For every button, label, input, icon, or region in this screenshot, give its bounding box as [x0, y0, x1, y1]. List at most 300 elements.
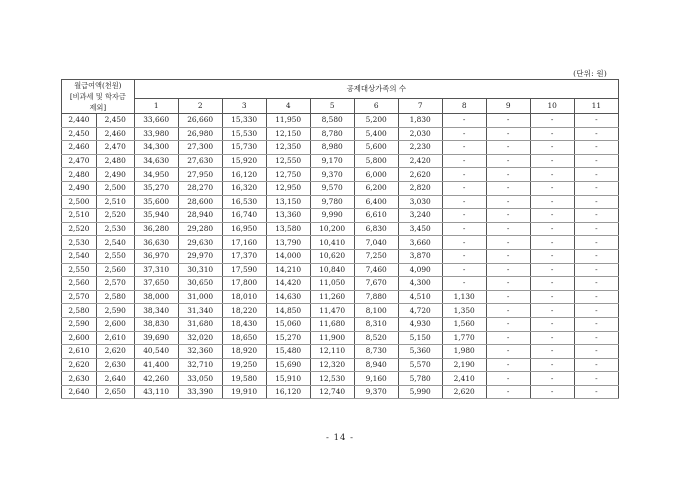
table-row	[62, 385, 619, 399]
tax-amount-cell: 11,900	[310, 331, 354, 345]
tax-amount-cell: -	[530, 222, 574, 236]
tax-amount-cell: 9,370	[354, 385, 398, 399]
tax-amount-cell: 33,980	[134, 127, 178, 141]
tax-amount-cell: 8,580	[310, 114, 354, 128]
table-row	[62, 263, 619, 277]
tax-amount-cell: 12,950	[266, 181, 310, 195]
tax-amount-cell: 2,410	[442, 372, 486, 386]
tax-amount-cell: 9,370	[310, 168, 354, 182]
tax-amount-cell: 12,550	[266, 154, 310, 168]
tax-amount-cell: 27,300	[178, 141, 222, 155]
tax-amount-cell: 1,980	[442, 345, 486, 359]
tax-amount-cell: 6,000	[354, 168, 398, 182]
tax-amount-cell: 5,150	[398, 331, 442, 345]
tax-amount-cell: -	[530, 358, 574, 372]
tax-amount-cell: -	[442, 114, 486, 128]
table-row	[62, 317, 619, 331]
tax-amount-cell: 2,420	[398, 154, 442, 168]
tax-amount-cell: -	[574, 358, 618, 372]
tax-amount-cell: -	[486, 304, 530, 318]
tax-amount-cell: -	[442, 249, 486, 263]
tax-amount-cell: 10,840	[310, 263, 354, 277]
tax-amount-cell: 34,630	[134, 154, 178, 168]
tax-amount-cell: 7,250	[354, 249, 398, 263]
tax-amount-cell: -	[530, 331, 574, 345]
tax-amount-cell: 13,150	[266, 195, 310, 209]
dependent-count-header: 2	[178, 98, 222, 113]
tax-amount-cell: -	[486, 114, 530, 128]
tax-amount-cell: 4,720	[398, 304, 442, 318]
tax-amount-cell: 16,120	[266, 385, 310, 399]
salary-to-cell: 2,580	[96, 290, 134, 304]
tax-amount-cell: -	[574, 277, 618, 291]
tax-amount-cell: 10,620	[310, 249, 354, 263]
tax-amount-cell: 3,870	[398, 249, 442, 263]
salary-from-cell: 2,600	[62, 331, 97, 345]
tax-amount-cell: -	[574, 154, 618, 168]
tax-amount-cell: -	[486, 141, 530, 155]
tax-amount-cell: -	[530, 385, 574, 399]
tax-amount-cell: 33,660	[134, 114, 178, 128]
dependent-count-header: 11	[574, 98, 618, 113]
page-number: - 14 -	[326, 433, 354, 443]
table-row	[62, 222, 619, 236]
tax-amount-cell: 18,920	[222, 345, 266, 359]
unit-note: (단위: 원)	[573, 69, 607, 78]
table-row	[62, 290, 619, 304]
tax-amount-cell: 34,300	[134, 141, 178, 155]
tax-amount-cell: -	[486, 345, 530, 359]
tax-amount-cell: 26,660	[178, 114, 222, 128]
tax-amount-cell: -	[530, 263, 574, 277]
tax-amount-cell: 35,600	[134, 195, 178, 209]
tax-amount-cell: 4,090	[398, 263, 442, 277]
tax-amount-cell: 1,130	[442, 290, 486, 304]
tax-amount-cell: 17,800	[222, 277, 266, 291]
tax-amount-cell: -	[530, 181, 574, 195]
salary-to-cell: 2,610	[96, 331, 134, 345]
tax-amount-cell: 36,280	[134, 222, 178, 236]
tax-amount-cell: -	[442, 277, 486, 291]
tax-amount-cell: -	[574, 168, 618, 182]
tax-amount-cell: 1,770	[442, 331, 486, 345]
tax-amount-cell: 14,850	[266, 304, 310, 318]
tax-amount-cell: 15,330	[222, 114, 266, 128]
tax-amount-cell: -	[574, 195, 618, 209]
tax-amount-cell: 19,910	[222, 385, 266, 399]
tax-amount-cell: 9,170	[310, 154, 354, 168]
tax-amount-cell: 15,730	[222, 141, 266, 155]
salary-from-cell: 2,520	[62, 222, 97, 236]
tax-amount-cell: -	[442, 263, 486, 277]
tax-amount-cell: 42,260	[134, 372, 178, 386]
tax-amount-cell: 2,230	[398, 141, 442, 155]
tax-amount-cell: 15,270	[266, 331, 310, 345]
tax-amount-cell: 11,950	[266, 114, 310, 128]
salary-to-cell: 2,650	[96, 385, 134, 399]
tax-amount-cell: 19,580	[222, 372, 266, 386]
tax-amount-cell: 3,660	[398, 236, 442, 250]
tax-amount-cell: -	[486, 236, 530, 250]
tax-amount-cell: 32,020	[178, 331, 222, 345]
table-row	[62, 114, 619, 128]
tax-amount-cell: -	[530, 304, 574, 318]
tax-amount-cell: -	[574, 372, 618, 386]
tax-amount-cell: 6,400	[354, 195, 398, 209]
tax-amount-cell: 38,830	[134, 317, 178, 331]
salary-to-cell: 2,570	[96, 277, 134, 291]
salary-from-cell: 2,620	[62, 358, 97, 372]
salary-to-cell: 2,600	[96, 317, 134, 331]
tax-amount-cell: 11,050	[310, 277, 354, 291]
tax-amount-cell: 2,820	[398, 181, 442, 195]
salary-header	[62, 80, 135, 114]
tax-amount-cell: -	[486, 249, 530, 263]
salary-to-cell: 2,500	[96, 181, 134, 195]
tax-amount-cell: -	[442, 195, 486, 209]
table-row	[62, 181, 619, 195]
table-row	[62, 249, 619, 263]
tax-amount-cell: -	[530, 168, 574, 182]
tax-amount-cell: 5,400	[354, 127, 398, 141]
tax-amount-cell: -	[442, 181, 486, 195]
tax-amount-cell: -	[486, 209, 530, 223]
tax-amount-cell: 16,950	[222, 222, 266, 236]
tax-amount-cell: 8,730	[354, 345, 398, 359]
withholding-tax-table	[61, 79, 619, 399]
tax-amount-cell: 12,750	[266, 168, 310, 182]
tax-amount-cell: -	[574, 345, 618, 359]
dependent-count-header: 9	[486, 98, 530, 113]
tax-amount-cell: -	[486, 181, 530, 195]
dependent-count-header: 5	[310, 98, 354, 113]
salary-to-cell: 2,470	[96, 141, 134, 155]
tax-amount-cell: 29,280	[178, 222, 222, 236]
tax-amount-cell: 12,350	[266, 141, 310, 155]
tax-amount-cell: 15,530	[222, 127, 266, 141]
salary-header-line3: 제외]	[89, 103, 107, 112]
tax-amount-cell: -	[530, 154, 574, 168]
tax-amount-cell: 31,680	[178, 317, 222, 331]
tax-amount-cell: 12,150	[266, 127, 310, 141]
tax-amount-cell: 2,620	[398, 168, 442, 182]
tax-amount-cell: 13,580	[266, 222, 310, 236]
tax-amount-cell: 14,210	[266, 263, 310, 277]
tax-amount-cell: 8,100	[354, 304, 398, 318]
tax-amount-cell: 33,050	[178, 372, 222, 386]
tax-amount-cell: 7,040	[354, 236, 398, 250]
table-row	[62, 331, 619, 345]
dependent-count-header: 6	[354, 98, 398, 113]
tax-amount-cell: 14,630	[266, 290, 310, 304]
tax-amount-cell: 35,270	[134, 181, 178, 195]
salary-from-cell: 2,580	[62, 304, 97, 318]
tax-amount-cell: 19,250	[222, 358, 266, 372]
tax-amount-cell: -	[530, 317, 574, 331]
tax-amount-cell: 7,880	[354, 290, 398, 304]
salary-from-cell: 2,560	[62, 277, 97, 291]
tax-amount-cell: 15,480	[266, 345, 310, 359]
dependent-count-header: 3	[222, 98, 266, 113]
tax-amount-cell: 15,920	[222, 154, 266, 168]
salary-to-cell: 2,630	[96, 358, 134, 372]
tax-amount-cell: 35,940	[134, 209, 178, 223]
tax-amount-cell: -	[574, 141, 618, 155]
tax-amount-cell: 4,300	[398, 277, 442, 291]
tax-amount-cell: 7,460	[354, 263, 398, 277]
tax-amount-cell: -	[574, 263, 618, 277]
dependents-header: 공제대상가족의 수	[134, 80, 618, 99]
tax-amount-cell: 12,740	[310, 385, 354, 399]
tax-amount-cell: 12,320	[310, 358, 354, 372]
tax-amount-cell: 3,030	[398, 195, 442, 209]
tax-amount-cell: -	[486, 263, 530, 277]
tax-amount-cell: 29,630	[178, 236, 222, 250]
tax-amount-cell: -	[442, 222, 486, 236]
tax-amount-cell: 5,600	[354, 141, 398, 155]
salary-to-cell: 2,510	[96, 195, 134, 209]
tax-amount-cell: -	[486, 154, 530, 168]
tax-amount-cell: -	[486, 358, 530, 372]
tax-amount-cell: 14,000	[266, 249, 310, 263]
tax-amount-cell: 1,830	[398, 114, 442, 128]
table-row	[62, 236, 619, 250]
tax-amount-cell: -	[442, 141, 486, 155]
tax-amount-cell: 9,780	[310, 195, 354, 209]
tax-amount-cell: -	[442, 127, 486, 141]
tax-amount-cell: -	[574, 222, 618, 236]
tax-amount-cell: 16,320	[222, 181, 266, 195]
tax-amount-cell: -	[530, 141, 574, 155]
salary-from-cell: 2,450	[62, 127, 97, 141]
tax-amount-cell: 18,430	[222, 317, 266, 331]
salary-to-cell: 2,620	[96, 345, 134, 359]
tax-amount-cell: 36,970	[134, 249, 178, 263]
tax-amount-cell: 9,990	[310, 209, 354, 223]
tax-amount-cell: 16,740	[222, 209, 266, 223]
tax-amount-cell: 7,670	[354, 277, 398, 291]
tax-amount-cell: -	[530, 236, 574, 250]
salary-to-cell: 2,540	[96, 236, 134, 250]
tax-amount-cell: 28,940	[178, 209, 222, 223]
tax-amount-cell: 5,800	[354, 154, 398, 168]
salary-to-cell: 2,550	[96, 249, 134, 263]
table-row	[62, 209, 619, 223]
tax-amount-cell: 12,530	[310, 372, 354, 386]
salary-from-cell: 2,500	[62, 195, 97, 209]
dependent-count-header: 4	[266, 98, 310, 113]
dependent-count-header: 10	[530, 98, 574, 113]
tax-amount-cell: -	[574, 249, 618, 263]
tax-amount-cell: 16,120	[222, 168, 266, 182]
tax-amount-cell: 32,710	[178, 358, 222, 372]
tax-amount-cell: 5,360	[398, 345, 442, 359]
salary-from-cell: 2,640	[62, 385, 97, 399]
tax-amount-cell: 43,110	[134, 385, 178, 399]
tax-amount-cell: 37,310	[134, 263, 178, 277]
tax-amount-cell: -	[574, 331, 618, 345]
tax-amount-cell: 4,930	[398, 317, 442, 331]
tax-amount-cell: 33,390	[178, 385, 222, 399]
tax-amount-cell: 8,940	[354, 358, 398, 372]
tax-amount-cell: 6,830	[354, 222, 398, 236]
tax-amount-cell: 14,420	[266, 277, 310, 291]
table-row	[62, 127, 619, 141]
tax-amount-cell: 1,350	[442, 304, 486, 318]
tax-amount-cell: 13,360	[266, 209, 310, 223]
tax-amount-cell: 15,910	[266, 372, 310, 386]
tax-amount-cell: 27,630	[178, 154, 222, 168]
tax-amount-cell: 34,950	[134, 168, 178, 182]
tax-amount-cell: 27,950	[178, 168, 222, 182]
tax-amount-cell: 36,630	[134, 236, 178, 250]
tax-amount-cell: -	[530, 195, 574, 209]
tax-amount-cell: -	[442, 154, 486, 168]
salary-from-cell: 2,540	[62, 249, 97, 263]
tax-amount-cell: -	[486, 127, 530, 141]
tax-amount-cell: 28,600	[178, 195, 222, 209]
tax-amount-cell: 8,520	[354, 331, 398, 345]
tax-amount-cell: 8,980	[310, 141, 354, 155]
tax-amount-cell: 32,360	[178, 345, 222, 359]
salary-header-line1: 월급여액(천원)	[74, 81, 122, 90]
salary-from-cell: 2,460	[62, 141, 97, 155]
tax-amount-cell: -	[442, 168, 486, 182]
tax-amount-cell: 17,370	[222, 249, 266, 263]
tax-amount-cell: 40,540	[134, 345, 178, 359]
tax-amount-cell: 31,340	[178, 304, 222, 318]
tax-amount-cell: 30,310	[178, 263, 222, 277]
tax-amount-cell: 5,200	[354, 114, 398, 128]
tax-amount-cell: -	[574, 290, 618, 304]
tax-amount-cell: 5,570	[398, 358, 442, 372]
tax-amount-cell: 29,970	[178, 249, 222, 263]
tax-amount-cell: -	[530, 277, 574, 291]
salary-from-cell: 2,470	[62, 154, 97, 168]
tax-amount-cell: 5,990	[398, 385, 442, 399]
tax-amount-cell: 10,200	[310, 222, 354, 236]
tax-amount-cell: 3,240	[398, 209, 442, 223]
tax-amount-cell: 10,410	[310, 236, 354, 250]
dependent-count-header: 1	[134, 98, 178, 113]
tax-amount-cell: 2,620	[442, 385, 486, 399]
tax-amount-cell: -	[574, 127, 618, 141]
table-row	[62, 372, 619, 386]
tax-amount-cell: 11,470	[310, 304, 354, 318]
tax-amount-cell: 6,200	[354, 181, 398, 195]
tax-amount-cell: 30,650	[178, 277, 222, 291]
tax-amount-cell: 11,260	[310, 290, 354, 304]
tax-amount-cell: 13,790	[266, 236, 310, 250]
table-body	[62, 114, 619, 399]
tax-amount-cell: 4,510	[398, 290, 442, 304]
salary-to-cell: 2,640	[96, 372, 134, 386]
tax-amount-cell: -	[530, 290, 574, 304]
tax-amount-cell: 9,570	[310, 181, 354, 195]
tax-amount-cell: -	[574, 236, 618, 250]
tax-amount-cell: 28,270	[178, 181, 222, 195]
salary-to-cell: 2,490	[96, 168, 134, 182]
tax-amount-cell: 2,030	[398, 127, 442, 141]
table-row	[62, 195, 619, 209]
tax-amount-cell: -	[574, 317, 618, 331]
tax-amount-cell: 15,060	[266, 317, 310, 331]
tax-amount-cell: -	[486, 290, 530, 304]
tax-amount-cell: -	[530, 345, 574, 359]
table-row	[62, 277, 619, 291]
tax-amount-cell: 16,530	[222, 195, 266, 209]
tax-amount-cell: 12,110	[310, 345, 354, 359]
salary-from-cell: 2,530	[62, 236, 97, 250]
table-header	[62, 80, 619, 114]
salary-header-line2: [비과세 및 학자금	[69, 92, 126, 101]
tax-amount-cell: -	[486, 168, 530, 182]
tax-amount-cell: -	[574, 385, 618, 399]
salary-from-cell: 2,610	[62, 345, 97, 359]
tax-amount-cell: -	[486, 277, 530, 291]
salary-to-cell: 2,460	[96, 127, 134, 141]
dependent-count-header: 8	[442, 98, 486, 113]
tax-amount-cell: 15,690	[266, 358, 310, 372]
tax-amount-cell: 41,400	[134, 358, 178, 372]
salary-from-cell: 2,630	[62, 372, 97, 386]
salary-from-cell: 2,480	[62, 168, 97, 182]
table-row	[62, 345, 619, 359]
tax-amount-cell: 38,340	[134, 304, 178, 318]
salary-from-cell: 2,490	[62, 181, 97, 195]
tax-amount-cell: 9,160	[354, 372, 398, 386]
tax-amount-cell: 3,450	[398, 222, 442, 236]
salary-from-cell: 2,440	[62, 114, 97, 128]
tax-amount-cell: -	[486, 222, 530, 236]
tax-amount-cell: 26,980	[178, 127, 222, 141]
table-row	[62, 358, 619, 372]
tax-amount-cell: 37,650	[134, 277, 178, 291]
salary-from-cell: 2,570	[62, 290, 97, 304]
salary-to-cell: 2,450	[96, 114, 134, 128]
tax-amount-cell: -	[486, 331, 530, 345]
tax-amount-cell: 1,560	[442, 317, 486, 331]
tax-amount-cell: -	[486, 195, 530, 209]
tax-amount-cell: 8,780	[310, 127, 354, 141]
tax-amount-cell: 18,220	[222, 304, 266, 318]
tax-amount-cell: 18,010	[222, 290, 266, 304]
table-row	[62, 154, 619, 168]
tax-amount-cell: -	[530, 114, 574, 128]
tax-amount-cell: 31,000	[178, 290, 222, 304]
tax-amount-cell: 11,680	[310, 317, 354, 331]
tax-amount-cell: 17,590	[222, 263, 266, 277]
tax-amount-cell: -	[530, 249, 574, 263]
table-row	[62, 168, 619, 182]
tax-amount-cell: -	[574, 181, 618, 195]
table-row	[62, 304, 619, 318]
table-row	[62, 141, 619, 155]
dependent-count-header: 7	[398, 98, 442, 113]
tax-amount-cell: -	[530, 372, 574, 386]
tax-amount-cell: -	[530, 209, 574, 223]
tax-amount-cell: -	[486, 317, 530, 331]
tax-amount-cell: -	[442, 236, 486, 250]
salary-to-cell: 2,520	[96, 209, 134, 223]
salary-from-cell: 2,590	[62, 317, 97, 331]
salary-to-cell: 2,590	[96, 304, 134, 318]
tax-amount-cell: -	[486, 385, 530, 399]
tax-amount-cell: -	[574, 209, 618, 223]
tax-amount-cell: -	[486, 372, 530, 386]
tax-amount-cell: -	[574, 114, 618, 128]
salary-to-cell: 2,480	[96, 154, 134, 168]
